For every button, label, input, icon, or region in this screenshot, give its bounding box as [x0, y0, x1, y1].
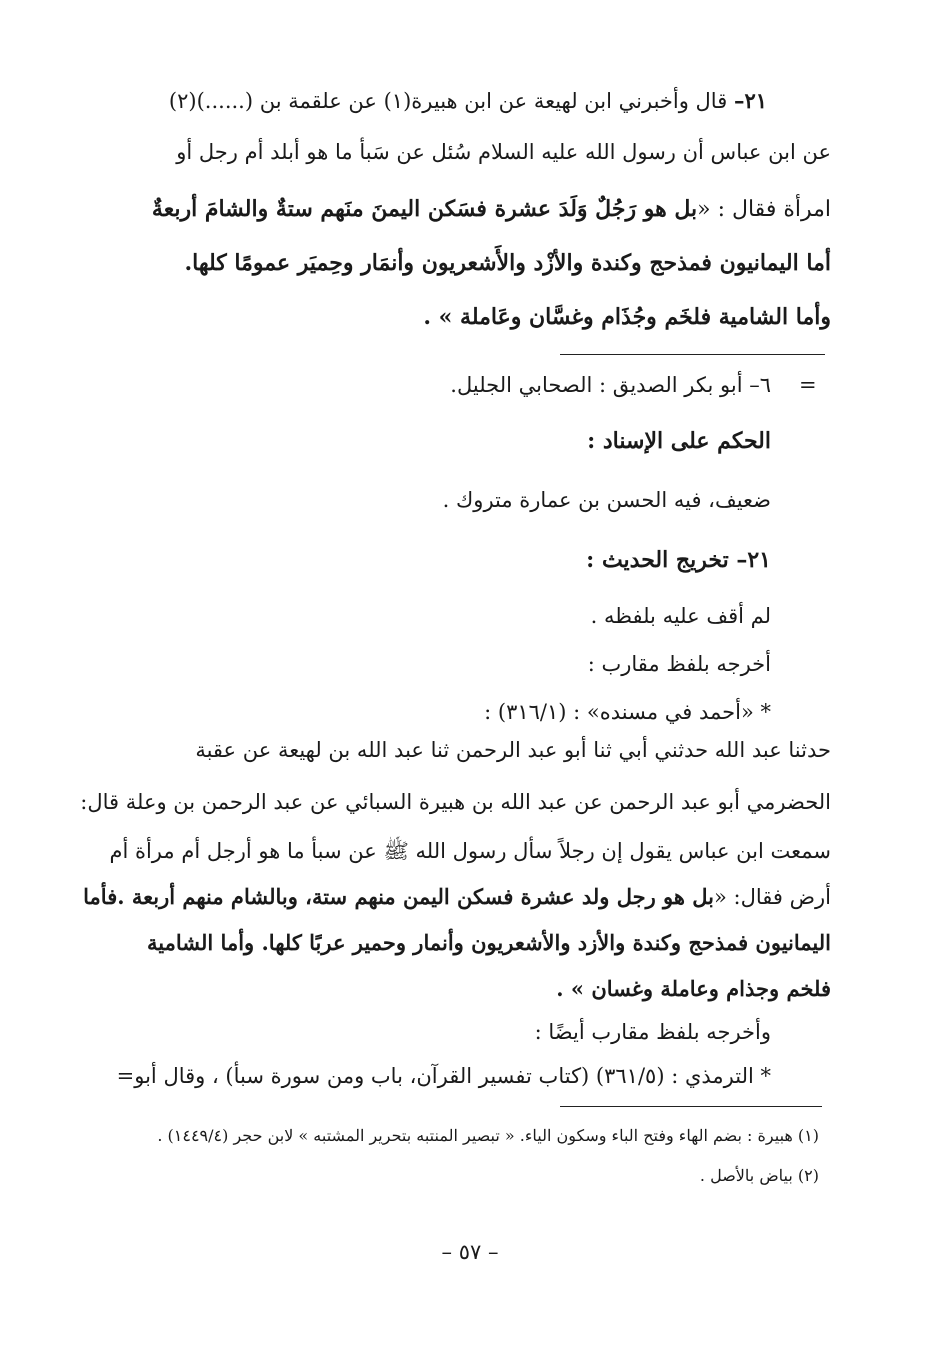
source-ahmad: * «أحمد في مسنده» : (٣١٦/١) : [484, 700, 771, 724]
hadith-line-3-plain: امرأة فقال : « [697, 197, 831, 222]
source-tirmidhi: * الترمذي : (٣٦١/٥) (كتاب تفسير القرآن، باب ومن سورة سبأ) ، وقال أبو= [116, 1064, 771, 1088]
hadith-line-3 [116, 196, 831, 222]
matn-line-3: فلخم وجذام وعاملة وغسان » . [556, 976, 831, 1001]
hadith-line-1-text: قال وأخبرني ابن لهيعة عن ابن هبيرة(١) عن علقمة بن (......)(٢) [168, 89, 728, 113]
footnote-1: (١) هبيرة : بضم الهاء وفتح الباء وسكون الياء. « تبصير المنتبه بتحرير المشتبه » لابن حجر (١٤٤٩/٤) . [157, 1126, 819, 1145]
matn-line-1 [83, 884, 831, 909]
takhrij-heading: ٢١– تخريج الحديث : [586, 547, 771, 573]
takhrij-line-2: أخرجه بلفظ مقارب : [587, 652, 771, 676]
section-divider [560, 354, 825, 355]
hadith-line-2: عن ابن عباس أن رسول الله عليه السلام سُئل عن سَبأ ما هو أبلد أم رجل أو [176, 140, 831, 164]
hadith-line-5: وأما الشامية فلخَم وجُذَام وغسَّان وعَاملة » . [423, 304, 831, 330]
matn-line-1-plain: أرض فقال: « [714, 885, 831, 909]
hadith-quote-start: بل هو رَجُلٌ وَلَدَ عشرة فسَكن اليمنَ منَهم ستةٌ والشامَ أربعةٌ [151, 196, 698, 222]
hadith-number: ٢١– [733, 88, 767, 113]
ruling-text: ضعيف، فيه الحسن بن عمارة متروك . [442, 488, 771, 512]
hadith-line-4: أما اليمانيون فمذحج وكندة والأزْد والأَشعريون وأنمَار وحِميَر عمومًا كلها. [184, 250, 831, 276]
takhrij-line-3: وأخرجه بلفظ مقارب أيضًا : [534, 1020, 771, 1044]
hadith-line-1 [167, 88, 767, 113]
footnote-2: (٢) بياض بالأصل . [699, 1166, 819, 1185]
isnad-line-1: حدثنا عبد الله حدثني أبي ثنا أبو عبد الرحمن ثنا عبد الله بن لهيعة عن عقبة [195, 738, 831, 762]
takhrij-line-1: لم أقف عليه بلفظه . [590, 604, 771, 628]
matn-quote-start: بل هو رجل ولد عشرة فسكن اليمن منهم ستة، وبالشام منهم أربعة .فأما [83, 884, 715, 909]
matn-line-2: اليمانيون فمذحج وكندة والأزد والأشعريون وأنمار وحمير عربًا كلها. وأما الشامية [147, 930, 831, 955]
isnad-line-3: سمعت ابن عباس يقول إن رجلاً سأل رسول الله ﷺ عن سبأ ما هو أرجل أم مرأة أم [109, 839, 831, 863]
narrator-6: ٦– أبو بكر الصديق : الصحابي الجليل. [450, 373, 771, 397]
isnad-line-2: الحضرمي أبو عبد الرحمن عن عبد الله بن هبيرة السبائي عن عبد الرحمن بن وعلة قال: [80, 790, 831, 814]
ruling-heading: الحكم على الإسناد : [587, 428, 771, 454]
footnote-divider [560, 1106, 822, 1107]
continuation-mark: = [799, 373, 817, 397]
page-number: – ٥٧ – [441, 1240, 499, 1264]
